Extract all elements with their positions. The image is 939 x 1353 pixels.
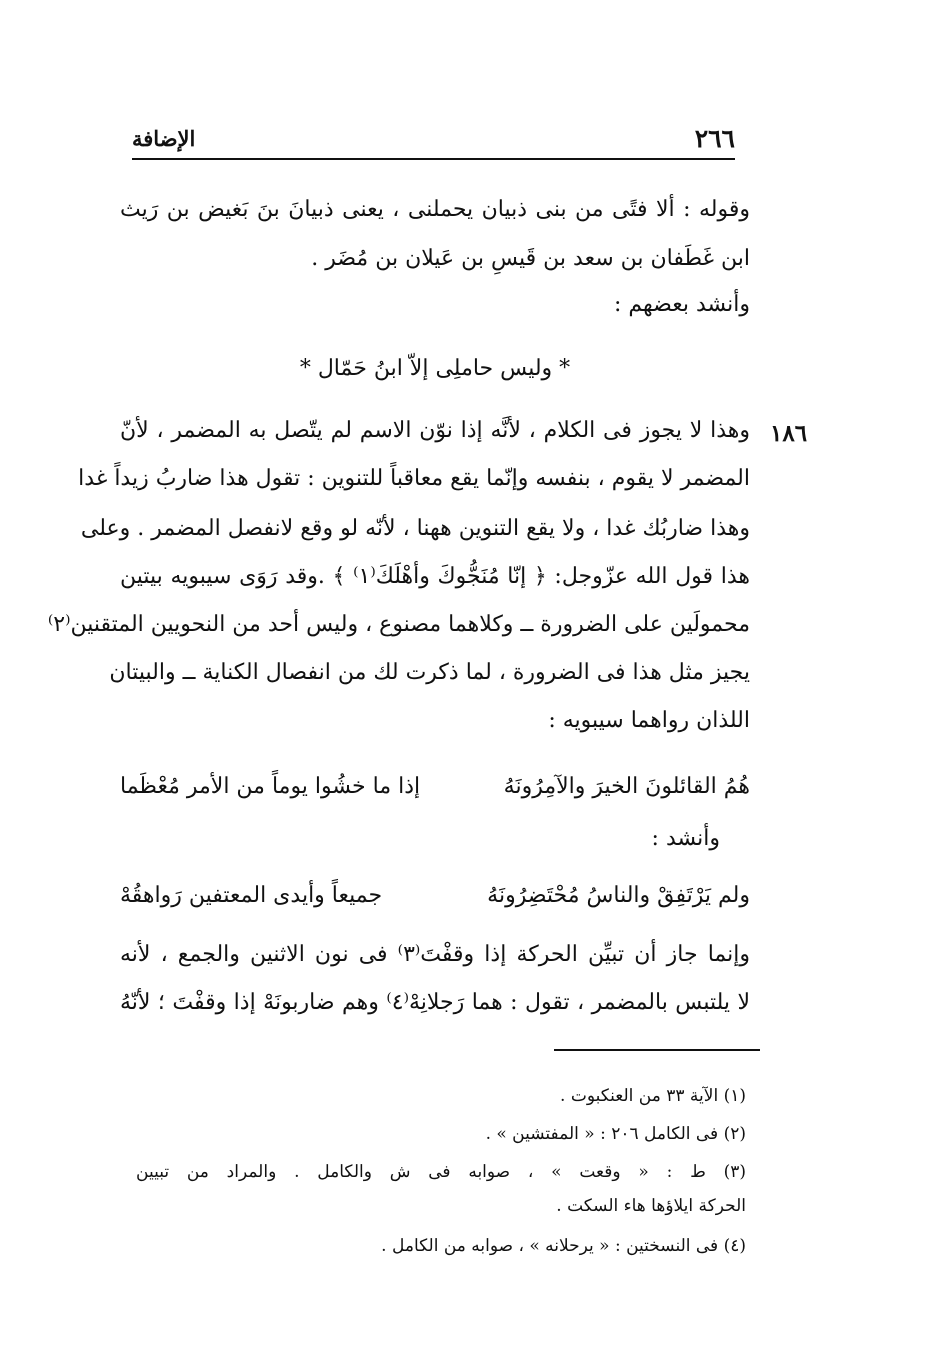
body-line: هذا قول الله عزّوجل: ﴿ إنّا مُنَجُّوكَ وأهْلَكَ⁽١⁾ ﴾ .وقد رَوَى سيبويه بيتين [120, 564, 750, 589]
page-number: ٢٦٦ [694, 124, 735, 153]
verse-line [120, 876, 750, 916]
verse-first-half: ولم يَرْتَفِقْ والناسُ مُحْتَضِرُونَهُ [487, 883, 750, 908]
body-line: اللذان رواهما سيبويه : [548, 708, 750, 733]
verse-first-half: هُمُ القائلونَ الخيرَ والآمِرُونَهُ [503, 774, 750, 799]
footnote: (٢) فى الكامل ٢٠٦ : « المفتشين » . [485, 1124, 746, 1144]
body-line: المضمر لا يقوم ، بنفسه وإنّما يقع معاقباً للتنوين : تقول هذا ضاربُ زيداً غدا [78, 466, 750, 491]
verse-second-half: إذا ما خشُوا يوماً من الأمر مُعْظَما [120, 774, 421, 799]
margin-section-number: ١٨٦ [770, 420, 808, 447]
body-line: لا يلتبس بالمضمر ، تقول : هما رَجلانِهْ⁽٤⁾ وهم ضاربونَهْ إذا وقفْتَ ؛ لأنّهُ [120, 990, 750, 1015]
body-line: وهذا لا يجوز فى الكلام ، لأنَّه إذا نوّن الاسم لم يتّصل به المضمر ، لأنّ [120, 418, 750, 443]
body-line: ابن غَطَفان بن سعد بن قَيسِ بن عَيلان بن مُضَر . [311, 246, 750, 271]
body-line: وأنشد : [651, 826, 720, 851]
verse-second-half: جميعاً وأيدى المعتفين رَواهقُهْ [120, 883, 383, 908]
footnote: (٣) ط : « وقعت » ، صوابه فى ش والكامل . والمراد من تبيين [136, 1162, 746, 1182]
footnote: الحركة ايلاؤها هاء السكت . [556, 1196, 746, 1216]
footnote-rule [554, 1049, 760, 1051]
body-line: وإنما جاز أن تبيِّن الحركة إذا وقفْتَ⁽٣⁾ فى نون الاثنين والجمع ، لأنه [120, 942, 750, 967]
body-line: يجيز مثل هذا فى الضرورة ، لما ذكرت لك من انفصال الكناية ــ والبيتان [109, 660, 750, 685]
verse-half-line: * وليس حاملِى إلاّ ابنُ حَمّال * [299, 356, 571, 381]
body-line: محمولَين على الضرورة ــ وكلاهما مصنوع ، وليس أحد من النحويين المتقنين⁽٢⁾ [47, 612, 750, 637]
body-line: وقوله : ألا فتًى من بنى ذبيان يحملنى ، يعنى ذبيانَ بنَ بَغيض بن رَيث [120, 197, 750, 222]
page-header [132, 124, 735, 160]
verse-line [120, 767, 750, 807]
running-title: الإضافة [132, 126, 196, 151]
footnote: (١) الآية ٣٣ من العنكبوت . [560, 1086, 746, 1106]
footnote: (٤) فى النسختين : « يرحلانه » ، صوابه من الكامل . [381, 1236, 746, 1256]
body-line: وأنشد بعضهم : [613, 292, 750, 317]
body-line: وهذا ضاربُك غدا ، ولا يقع التنوين ههنا ، لأنّه لو وقع لانفصل المضمر . وعلى [80, 516, 750, 541]
